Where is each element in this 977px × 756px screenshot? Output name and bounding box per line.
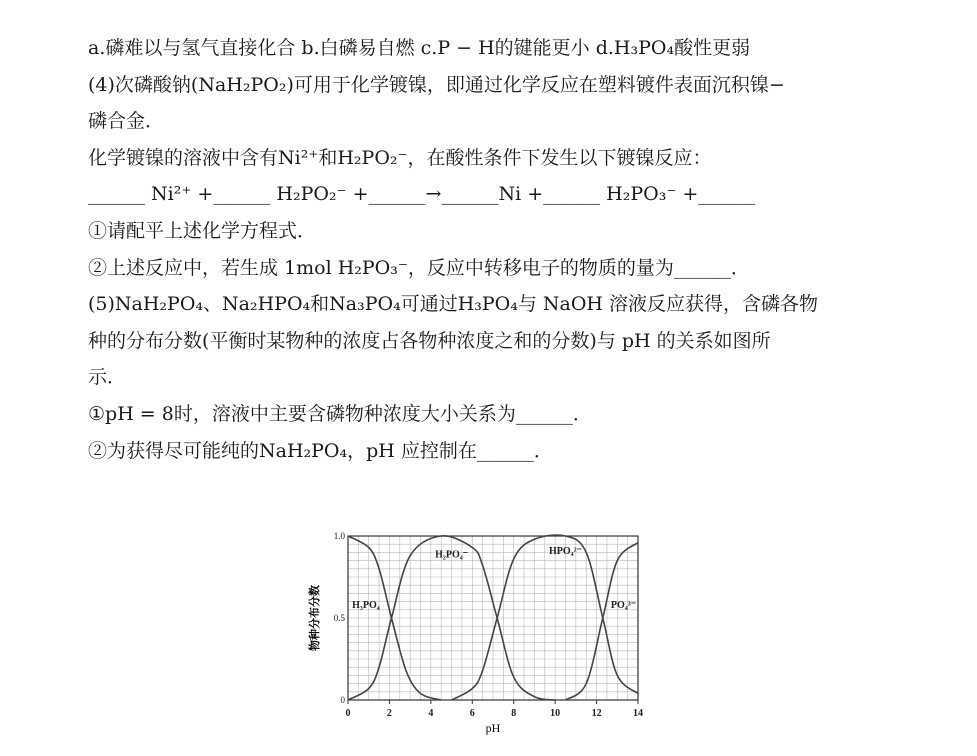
text-line: 示．	[88, 366, 127, 389]
y-axis-label: 物种分布分数	[309, 585, 321, 651]
series-label: H₂PO₄⁻	[435, 549, 469, 561]
x-tick-label: 10	[550, 708, 561, 719]
text-line: (4)次磷酸钠(NaH₂PO₂)可用于化学镀镍，即通过化学反应在塑料镀件表面沉积镍−	[88, 73, 785, 96]
series-label: PO₄³⁻	[610, 600, 637, 612]
text-line: ②为获得尽可能纯的NaH₂PO₄，pH 应控制在______．	[88, 439, 553, 462]
y-tick-label: 0.5	[333, 613, 345, 623]
text-line: (5)NaH₂PO₄、Na₂HPO₄和Na₃PO₄可通过H₃PO₄与 NaOH 溶液反应获得，含磷各物	[88, 293, 819, 316]
equation-line: ______ Ni²⁺ +______ H₂PO₂⁻ +______→______Ni +______ H₂PO₃⁻ +______	[88, 183, 756, 206]
series-line-PO₄³⁻	[566, 543, 639, 700]
x-tick-label: 6	[469, 708, 475, 719]
x-tick-label: 2	[386, 708, 392, 719]
y-tick-label: 1.0	[333, 531, 345, 541]
series-label: H₃PO₄	[352, 600, 380, 612]
x-tick-label: 0	[345, 708, 351, 719]
text-line: 化学镀镍的溶液中含有Ni²⁺和H₂PO₂⁻，在酸性条件下发生以下镀镍反应：	[88, 146, 712, 169]
x-tick-label: 14	[633, 708, 643, 719]
x-axis-label: pH	[485, 721, 501, 735]
x-tick-label: 12	[591, 708, 602, 719]
series-label: HPO₄²⁻	[549, 546, 582, 558]
text-line: ②上述反应中，若生成 1mol H₂PO₃⁻，反应中转移电子的物质的量为______．	[88, 256, 750, 279]
x-tick-label: 8	[511, 708, 517, 719]
text-line: 磷合金．	[88, 110, 165, 133]
question-text	[88, 30, 948, 469]
text-line: a.磷难以与氢气直接化合 b.白磷易自燃 c.P − H的键能更小 d.H₃PO₄酸性更弱	[88, 37, 751, 59]
x-tick-label: 4	[428, 708, 434, 719]
chart-svg	[296, 528, 656, 748]
y-tick-label: 0	[340, 695, 345, 705]
text-line: ①请配平上述化学方程式．	[88, 219, 317, 242]
text-line: 种的分布分数(平衡时某物种的浓度占各物种浓度之和的分数)与 pH 的关系如图所	[88, 329, 771, 352]
text-line: ①pH = 8时，溶液中主要含磷物种浓度大小关系为______．	[88, 402, 592, 425]
distribution-chart	[296, 528, 656, 748]
